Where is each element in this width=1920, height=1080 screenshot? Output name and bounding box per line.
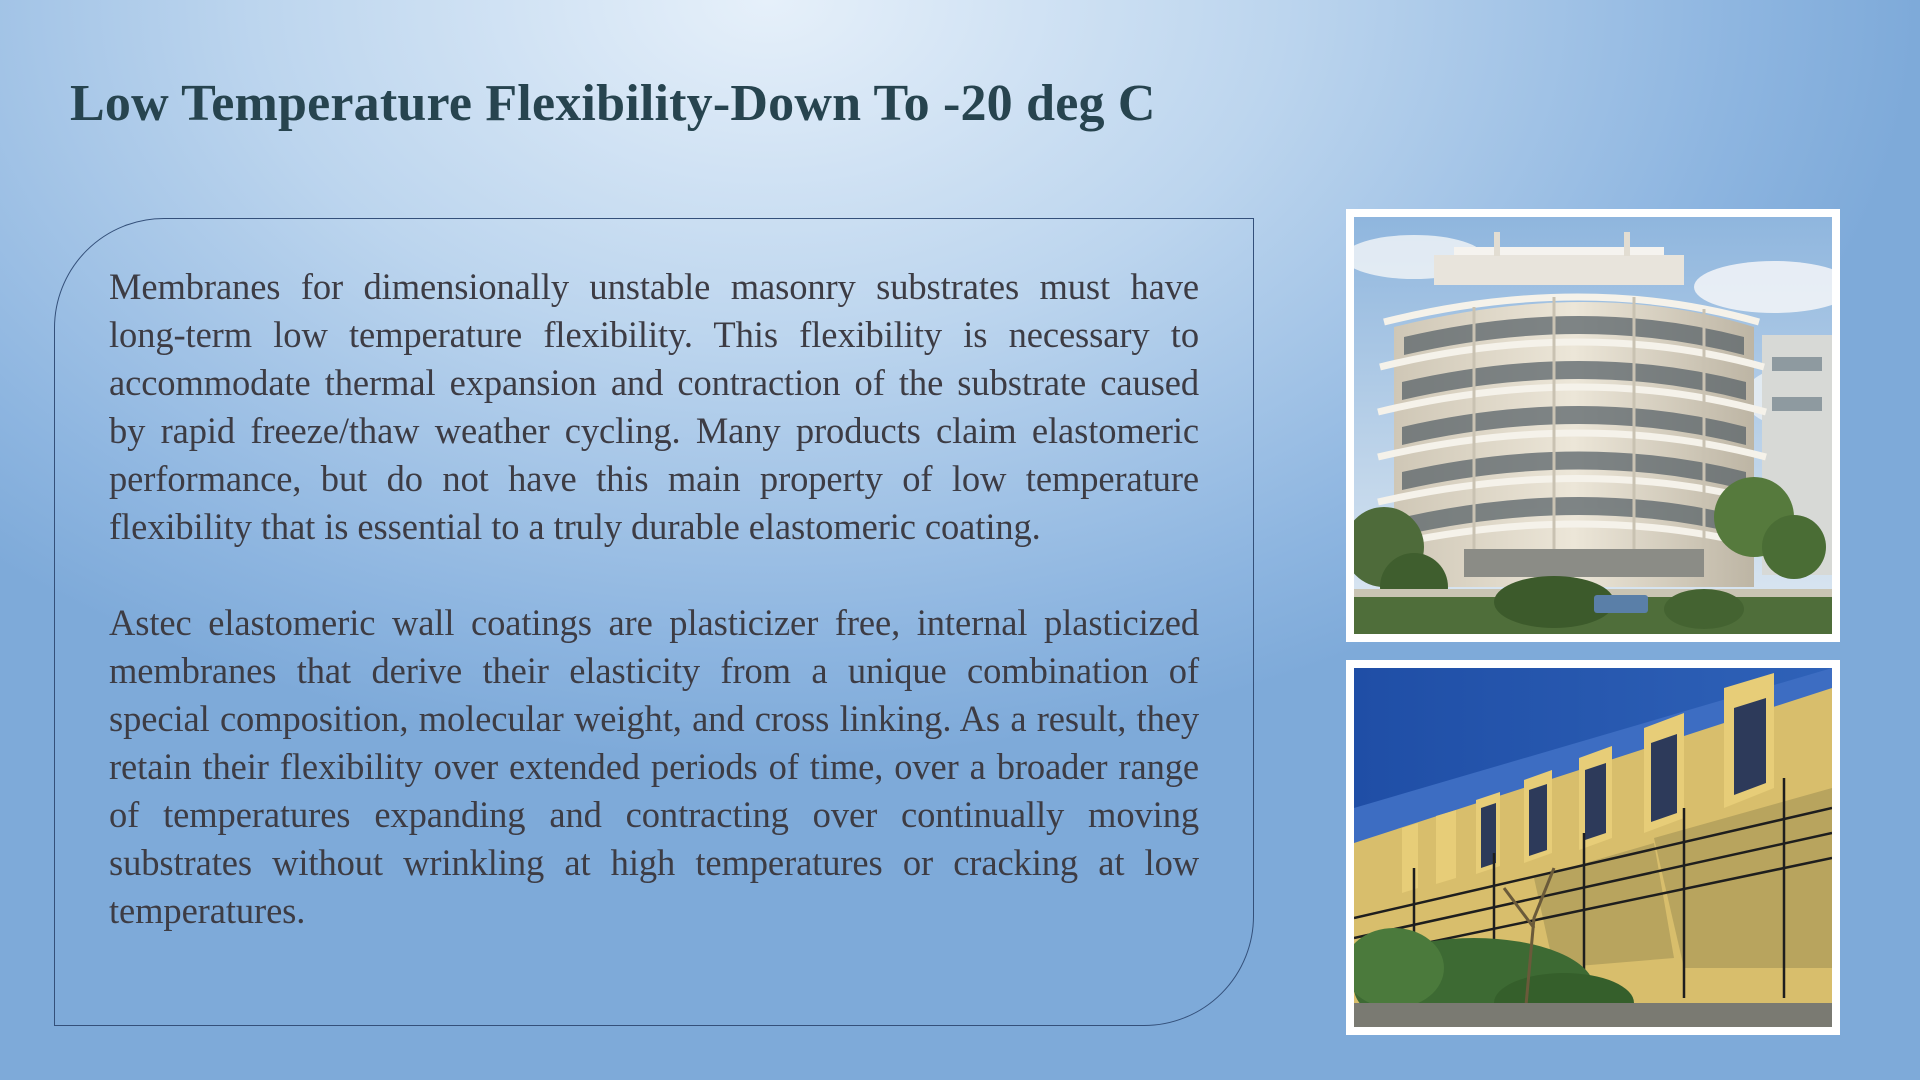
text-content-box <box>54 218 1254 1026</box>
paragraph-low-temp-flexibility: Membranes for dimensionally unstable masonry substrates must have long-term low temperature flexibility. This flexibility is necessary to accommodate thermal expansion and contraction of the substrate caused by rapid freeze/thaw weather cycling. Many products claim elastomeric performance, but do not have this main property of low temperature flexibility that is essential to a truly durable elastomeric coating. <box>109 266 1199 547</box>
townhouse-row-photo <box>1346 660 1840 1035</box>
apartment-building-photo <box>1346 209 1840 642</box>
townhouse-row-photo-icon <box>1354 668 1832 1027</box>
curved-apartment-building-photo-icon <box>1354 217 1832 634</box>
slide-title: Low Temperature Flexibility-Down To -20 deg C <box>70 75 1156 132</box>
paragraph-astec-coatings: Astec elastomeric wall coatings are plasticizer free, internal plasticized membranes that derive their elasticity from a unique combination of special composition, molecular weight, and cross linking. As a result, they retain their flexibility over extended periods of time, over a broader range of temperatures expanding and contracting over continually moving substrates without wrinkling at high temperatures or cracking at low temperatures. <box>109 602 1199 931</box>
